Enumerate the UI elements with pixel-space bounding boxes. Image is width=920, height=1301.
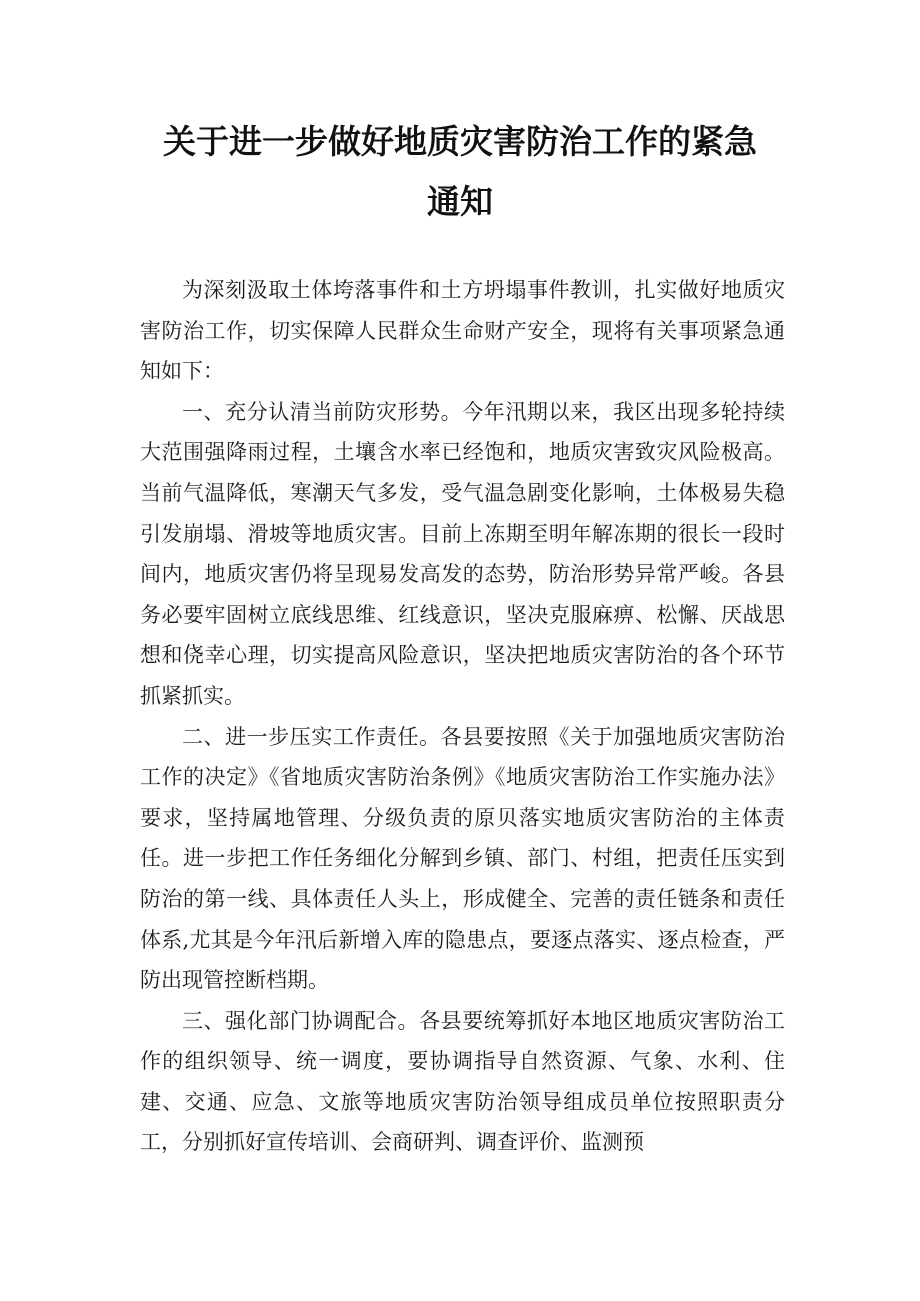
paragraph-section-1: 一、充分认清当前防灾形势。今年汛期以来，我区出现多轮持续大范围强降雨过程，土壤含水率已经饱和，地质灾害致灾风险极高。当前气温降低，寒潮天气多发，受气温急剧变化影响，土体极易失稳引发崩塌、滑坡等地质灾害。目前上冻期至明年解冻期的很长一段时间内，地质灾害仍将呈现易发高发的态势，防治形势异常严峻。各县务必要牢固树立底线思维、红线意识，坚决克服麻痹、松懈、厌战思想和侥幸心理，切实提高风险意识，坚决把地质灾害防治的各个环节抓紧抓实。 xyxy=(140,399,785,708)
paragraph-intro: 为深刻汲取土体垮落事件和土方坍塌事件教训，扎实做好地质灾害防治工作，切实保障人民群众生命财产安全，现将有关事项紧急通知如下： xyxy=(140,278,785,384)
document-title-line-1: 关于进一步做好地质灾害防治工作的紧急 xyxy=(163,122,757,161)
document-body xyxy=(140,270,785,1163)
paragraph-section-2: 二、进一步压实工作责任。各县要按照《关于加强地质灾害防治工作的决定》《省地质灾害防治条例》《地质灾害防治工作实施办法》要求，坚持属地管理、分级负责的原贝落实地质灾害防治的主体责任。进一步把工作任务细化分解到乡镇、部门、村组，把责任压实到防治的第一线、具体责任人头上，形成健全、完善的责任链条和责任体系,尤其是今年汛后新增入库的隐患点，要逐点落实、逐点检查，严防出现管控断档期。 xyxy=(140,724,785,993)
paragraph-section-3: 三、强化部门协调配合。各县要统筹抓好本地区地质灾害防治工作的组织领导、统一调度，要协调指导自然资源、气象、水利、住建、交通、应急、文旅等地质灾害防治领导组成员单位按照职责分工，分别抓好宣传培训、会商研判、调查评价、监测预 xyxy=(140,1008,785,1155)
document-title-line-2: 通知 xyxy=(427,182,493,221)
